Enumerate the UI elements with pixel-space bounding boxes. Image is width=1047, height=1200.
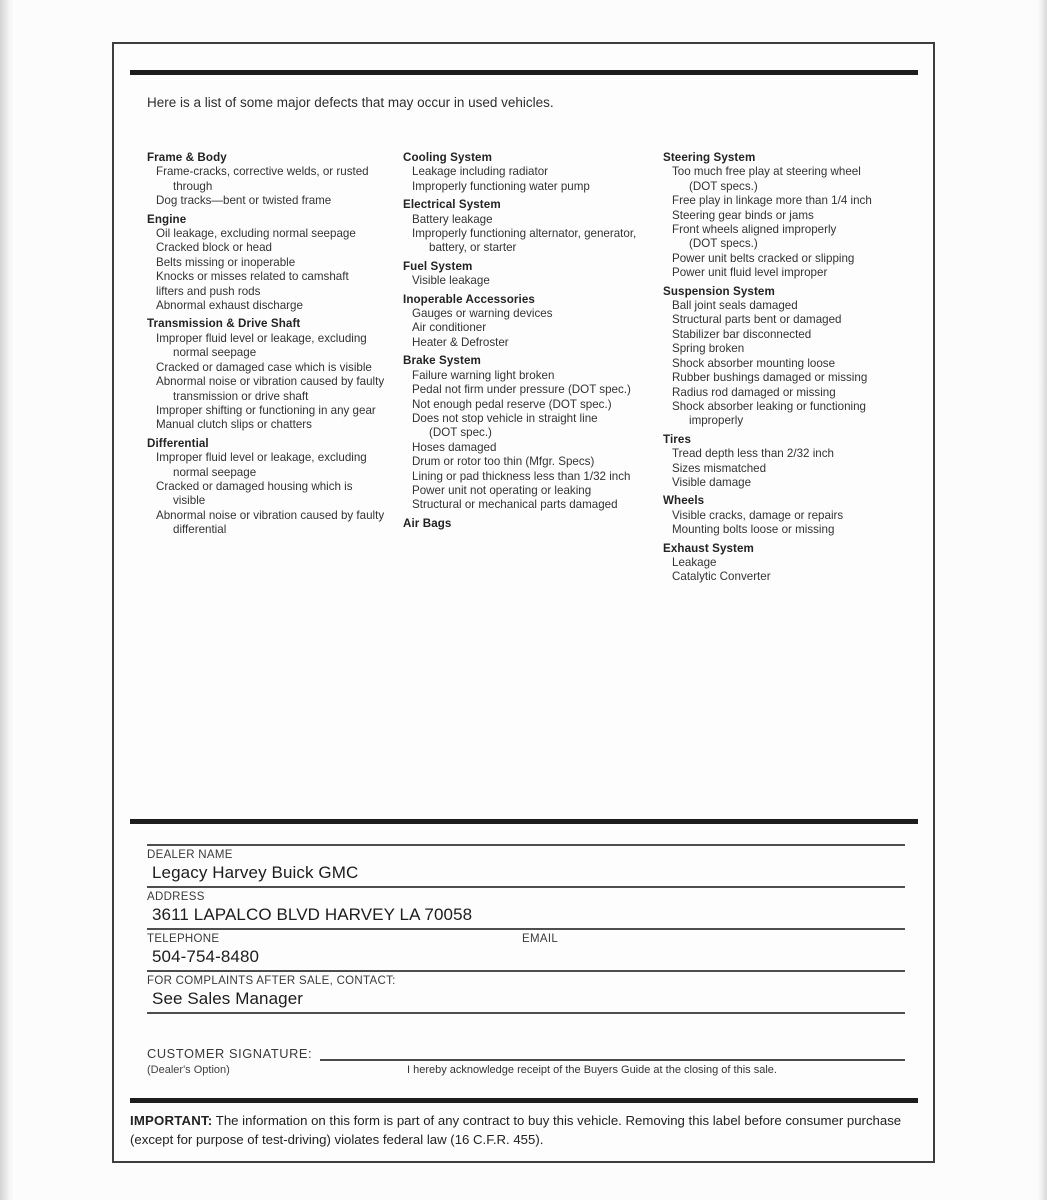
defect-columns	[147, 147, 919, 819]
defect-item: Catalytic Converter	[672, 570, 771, 584]
address-value: 3611 LAPALCO BLVD HARVEY LA 70058	[152, 905, 473, 924]
defect-item: Cracked or damaged case which is visible	[156, 360, 372, 374]
defect-item: Steering gear binds or jams	[672, 208, 814, 222]
defect-item: Improper fluid level or leakage, excluding	[156, 331, 367, 345]
defect-item: (DOT spec.)	[429, 426, 492, 440]
defect-item: battery, or starter	[429, 241, 517, 255]
complaints-label: FOR COMPLAINTS AFTER SALE, CONTACT:	[147, 975, 396, 987]
defect-section-title: Inoperable Accessories	[403, 292, 535, 306]
telephone-value: 504-754-8480	[152, 947, 260, 966]
buyers-guide-page	[112, 42, 935, 1163]
bottom-rule	[130, 1098, 918, 1103]
defect-item: Hoses damaged	[412, 440, 497, 454]
signature-line	[320, 1045, 905, 1061]
signature-block	[147, 1045, 905, 1076]
defect-column-1	[147, 147, 403, 538]
defect-item: (DOT specs.)	[689, 179, 758, 193]
defect-item: transmission or drive shaft	[173, 389, 309, 403]
defect-item: Battery leakage	[412, 212, 493, 226]
defect-item: Leakage	[672, 555, 717, 569]
defect-item: Improperly functioning alternator, generator,	[412, 227, 637, 241]
defect-section-title: Exhaust System	[663, 541, 754, 555]
address-label: ADDRESS	[147, 891, 205, 903]
defect-item: Visible damage	[672, 475, 752, 489]
defect-item: Rubber bushings damaged or missing	[672, 371, 868, 385]
defect-item: Knocks or misses related to camshaft	[156, 270, 349, 284]
defect-item: Abnormal noise or vibration caused by faulty	[156, 508, 385, 522]
defect-item: lifters and push rods	[156, 284, 261, 298]
dealers-option-note: (Dealer's Option)	[147, 1064, 230, 1076]
defect-section-title: Engine	[147, 212, 187, 226]
defect-section-title: Transmission & Drive Shaft	[147, 317, 301, 331]
defects-intro-text: Here is a list of some major defects that may occur in used vehicles.	[147, 95, 554, 110]
defect-item: Oil leakage, excluding normal seepage	[156, 227, 356, 241]
defect-item: normal seepage	[173, 346, 257, 360]
defect-item: Radius rod damaged or missing	[672, 385, 836, 399]
defect-item: Cracked block or head	[156, 241, 272, 255]
defect-section-title: Wheels	[663, 494, 705, 508]
defect-section-title: Air Bags	[403, 516, 452, 530]
dealer-name-value: Legacy Harvey Buick GMC	[152, 863, 359, 882]
defect-item: Cracked or damaged housing which is	[156, 479, 353, 493]
defect-item: Visible leakage	[412, 274, 490, 288]
defect-section-title: Fuel System	[403, 259, 473, 273]
defect-column-3	[663, 147, 919, 585]
defect-item: Heater & Defroster	[412, 335, 509, 349]
telephone-label: TELEPHONE	[147, 933, 220, 945]
defect-item: improperly	[689, 414, 744, 428]
defect-item: Structural or mechanical parts damaged	[412, 498, 618, 512]
defect-section-title: Electrical System	[403, 198, 501, 212]
defect-section-title: Tires	[663, 432, 692, 446]
defect-item: Air conditioner	[412, 321, 487, 335]
defect-item: visible	[173, 494, 206, 508]
defect-item: Shock absorber mounting loose	[672, 356, 836, 370]
defect-item: Sizes mismatched	[672, 461, 767, 475]
defect-item: Drum or rotor too thin (Mfgr. Specs)	[412, 455, 595, 469]
defect-item: Frame-cracks, corrective welds, or rusted	[156, 165, 369, 179]
defect-item: Belts missing or inoperable	[156, 255, 296, 269]
defect-section-title: Differential	[147, 436, 209, 450]
telephone-email-field	[147, 928, 905, 970]
dealer-name-label: DEALER NAME	[147, 849, 233, 861]
customer-signature-label: CUSTOMER SIGNATURE:	[147, 1046, 313, 1061]
defect-item: Free play in linkage more than 1/4 inch	[672, 194, 872, 208]
dealer-name-field	[147, 844, 905, 886]
defect-item: Spring broken	[672, 342, 745, 356]
defect-item: Front wheels aligned improperly	[672, 223, 837, 237]
defect-item: Stabilizer bar disconnected	[672, 327, 812, 341]
defect-column-2	[403, 147, 663, 531]
top-rule	[130, 70, 918, 75]
defect-item: Dog tracks—bent or twisted frame	[156, 194, 332, 208]
defect-item: through	[173, 179, 213, 193]
defect-item: Power unit belts cracked or slipping	[672, 251, 855, 265]
middle-rule	[130, 819, 918, 824]
defect-item: Ball joint seals damaged	[672, 299, 798, 313]
defect-item: Failure warning light broken	[412, 368, 555, 382]
defect-item: Not enough pedal reserve (DOT spec.)	[412, 397, 612, 411]
important-notice: IMPORTANT: The information on this form is part of any contract to buy this vehicle. Removing this label before consumer purchase (except for purpose of test-driving) violates federal law (16 C.F.R. 455).	[130, 1113, 902, 1147]
defect-item: differential	[173, 523, 227, 537]
defect-item: Lining or pad thickness less than 1/32 inch	[412, 469, 631, 483]
defect-section-title: Cooling System	[403, 151, 493, 164]
form-bottom-line	[147, 1012, 905, 1014]
defect-item: Improperly functioning water pump	[412, 179, 590, 193]
defect-item: Manual clutch slips or chatters	[156, 418, 312, 432]
complaints-field	[147, 970, 905, 1012]
defect-item: Mounting bolts loose or missing	[672, 523, 835, 537]
scan-edge-right	[1037, 0, 1047, 1200]
defect-item: Visible cracks, damage or repairs	[672, 508, 844, 522]
address-field	[147, 886, 905, 928]
defect-item: Does not stop vehicle in straight line	[412, 411, 598, 425]
defect-item: Tread depth less than 2/32 inch	[672, 447, 834, 461]
important-label: IMPORTANT:	[130, 1113, 213, 1128]
defect-item: Abnormal exhaust discharge	[156, 299, 303, 313]
defect-item: Abnormal noise or vibration caused by faulty	[156, 375, 385, 389]
defect-item: (DOT specs.)	[689, 237, 758, 251]
acknowledgment-text: I hereby acknowledge receipt of the Buyers Guide at the closing of this sale.	[407, 1064, 777, 1076]
defect-item: Gauges or warning devices	[412, 307, 553, 321]
defect-item: Leakage including radiator	[412, 165, 549, 179]
dealer-info-form	[147, 844, 905, 1014]
defect-section-title: Suspension System	[663, 284, 775, 298]
defect-item: Power unit not operating or leaking	[412, 483, 592, 497]
defect-section-title: Steering System	[663, 151, 756, 164]
defect-item: Pedal not firm under pressure (DOT spec.)	[412, 383, 631, 397]
email-label: EMAIL	[522, 933, 559, 945]
defect-item: normal seepage	[173, 465, 257, 479]
defect-item: Power unit fluid level improper	[672, 266, 828, 280]
defect-item: Structural parts bent or damaged	[672, 313, 842, 327]
complaints-value: See Sales Manager	[152, 989, 304, 1008]
defect-item: Too much free play at steering wheel	[672, 165, 861, 179]
scan-edge-left	[0, 0, 14, 1200]
defect-item: Improper fluid level or leakage, excluding	[156, 451, 367, 465]
defect-item: Improper shifting or functioning in any gear	[156, 403, 376, 417]
defect-section-title: Brake System	[403, 354, 481, 368]
defect-section-title: Frame & Body	[147, 151, 227, 164]
defect-item: Shock absorber leaking or functioning	[672, 399, 866, 413]
